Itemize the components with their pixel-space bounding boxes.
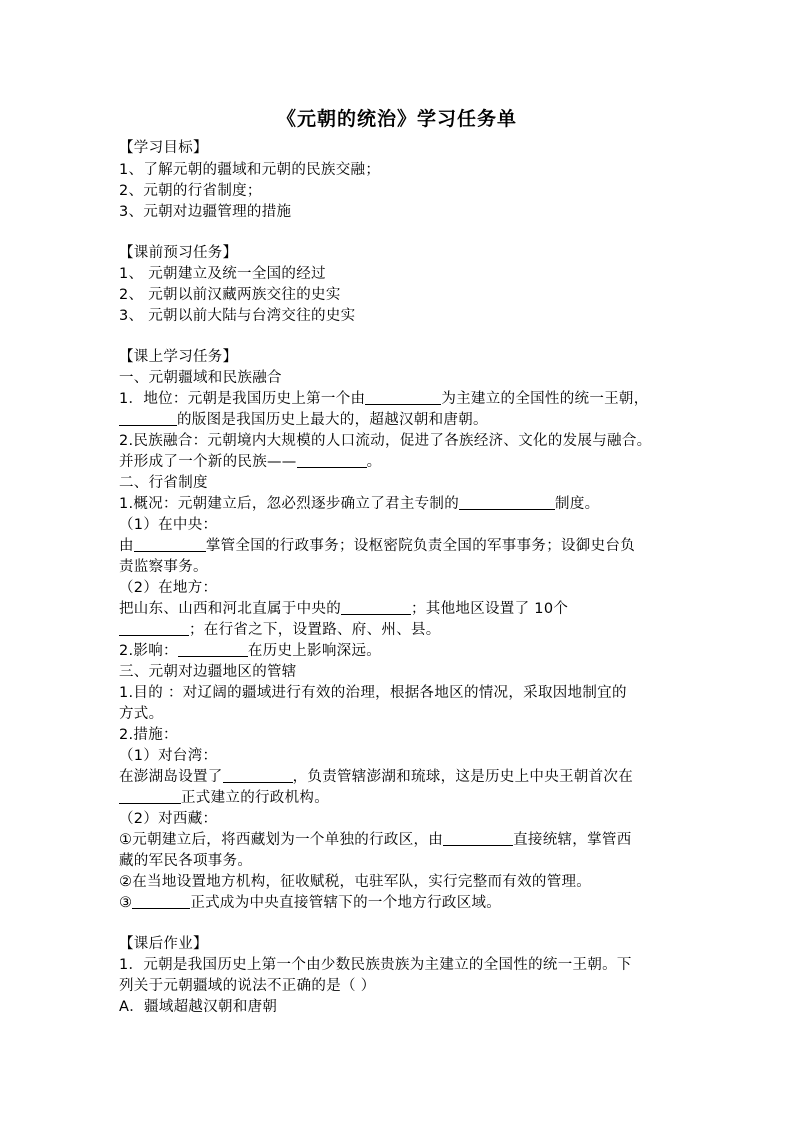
objective-item: 3、元朝对边疆管理的措施	[119, 204, 292, 220]
text-line: ②在当地设置地方机构，征收赋税，屯驻军队，实行完整而有效的管理。	[119, 874, 592, 890]
section-title: 三、元朝对边疆地区的管辖	[119, 664, 297, 680]
objectives-heading: 【学习目标】	[119, 140, 208, 156]
subsection-label: （1）在中央：	[119, 517, 218, 533]
question-text: 列关于元朝疆域的说法不正确的是（ ）	[119, 978, 376, 994]
objective-item: 1、了解元朝的疆域和元朝的民族交融；	[119, 162, 381, 178]
fill-blank[interactable]	[132, 894, 190, 909]
page-title: 《元朝的统治》学习任务单	[276, 108, 517, 130]
fill-blank[interactable]	[443, 831, 513, 846]
text-line: 1．地位：元朝是我国历史上第一个由 为主建立的全国性的统一王朝，	[119, 391, 649, 407]
fill-blank[interactable]	[341, 600, 411, 615]
fill-blank[interactable]	[223, 768, 293, 783]
subsection-label: （2）对西藏：	[119, 811, 218, 827]
text-line: ①元朝建立后，将西藏划为一个单独的行政区，由 直接统辖，掌管西	[119, 832, 632, 848]
preview-item: 1、 元朝建立及统一全国的经过	[119, 266, 326, 282]
section-title: 二、行省制度	[119, 475, 208, 491]
text-line: 由 掌管全国的行政事务；设枢密院负责全国的军事事务；设御史台负	[119, 538, 636, 554]
text-line: 2.民族融合：元朝境内大规模的人口流动，促进了各族经济、文化的发展与融合。	[119, 433, 652, 449]
text-line: 把山东、山西和河北直属于中央的 ；其他地区设置了 10个	[119, 601, 569, 617]
text-line: 2.影响： 在历史上影响深远。	[119, 643, 382, 659]
answer-option-a: A．疆域超越汉朝和唐朝	[119, 999, 278, 1015]
text-line: 在澎湖岛设置了 ，负责管辖澎湖和琉球，这是历史上中央王朝首次在	[119, 769, 634, 785]
text-line: ；在行省之下，设置路、府、州、县。	[119, 620, 441, 640]
objective-item: 2、元朝的行省制度；	[119, 183, 262, 199]
text-line: 并形成了一个新的民族—— 。	[119, 454, 382, 470]
preview-item: 3、 元朝以前大陆与台湾交往的史实	[119, 308, 356, 324]
fill-blank[interactable]	[297, 453, 367, 468]
fill-blank[interactable]	[459, 495, 555, 510]
preview-heading: 【课前预习任务】	[119, 245, 238, 261]
fill-blank[interactable]	[119, 411, 177, 426]
text-line: 1.概况：元朝建立后，忽必烈逐步确立了君主专制的 制度。	[119, 496, 600, 512]
text-line: 藏的军民各项事务。	[119, 853, 253, 869]
text-line: 正式建立的行政机构。	[119, 788, 329, 808]
text-line: 2.措施：	[119, 727, 178, 743]
fill-blank[interactable]	[178, 642, 248, 657]
fill-blank[interactable]	[134, 537, 206, 552]
text-line: ③ 正式成为中央直接管辖下的一个地方行政区域。	[119, 895, 502, 911]
fill-blank[interactable]	[119, 621, 189, 636]
text-line: 责监察事务。	[119, 559, 208, 575]
preview-item: 2、 元朝以前汉藏两族交往的史实	[119, 287, 341, 303]
fill-blank[interactable]	[119, 789, 181, 804]
fill-blank[interactable]	[365, 390, 441, 405]
subsection-label: （2）在地方：	[119, 580, 218, 596]
homework-heading: 【课后作业】	[119, 936, 208, 952]
text-line: 的版图是我国历史上最大的，超越汉朝和唐朝。	[119, 410, 488, 430]
question-text: 1．元朝是我国历史上第一个由少数民族贵族为主建立的全国性的统一王朝。下	[119, 957, 632, 973]
text-line: 方式。	[119, 706, 164, 722]
text-line: 1.目的 ：对辽阔的疆域进行有效的治理，根据各地区的情况，采取因地制宜的	[119, 685, 627, 701]
section-title: 一、元朝疆域和民族融合	[119, 370, 282, 386]
classwork-heading: 【课上学习任务】	[119, 349, 238, 365]
subsection-label: （1）对台湾：	[119, 748, 218, 764]
